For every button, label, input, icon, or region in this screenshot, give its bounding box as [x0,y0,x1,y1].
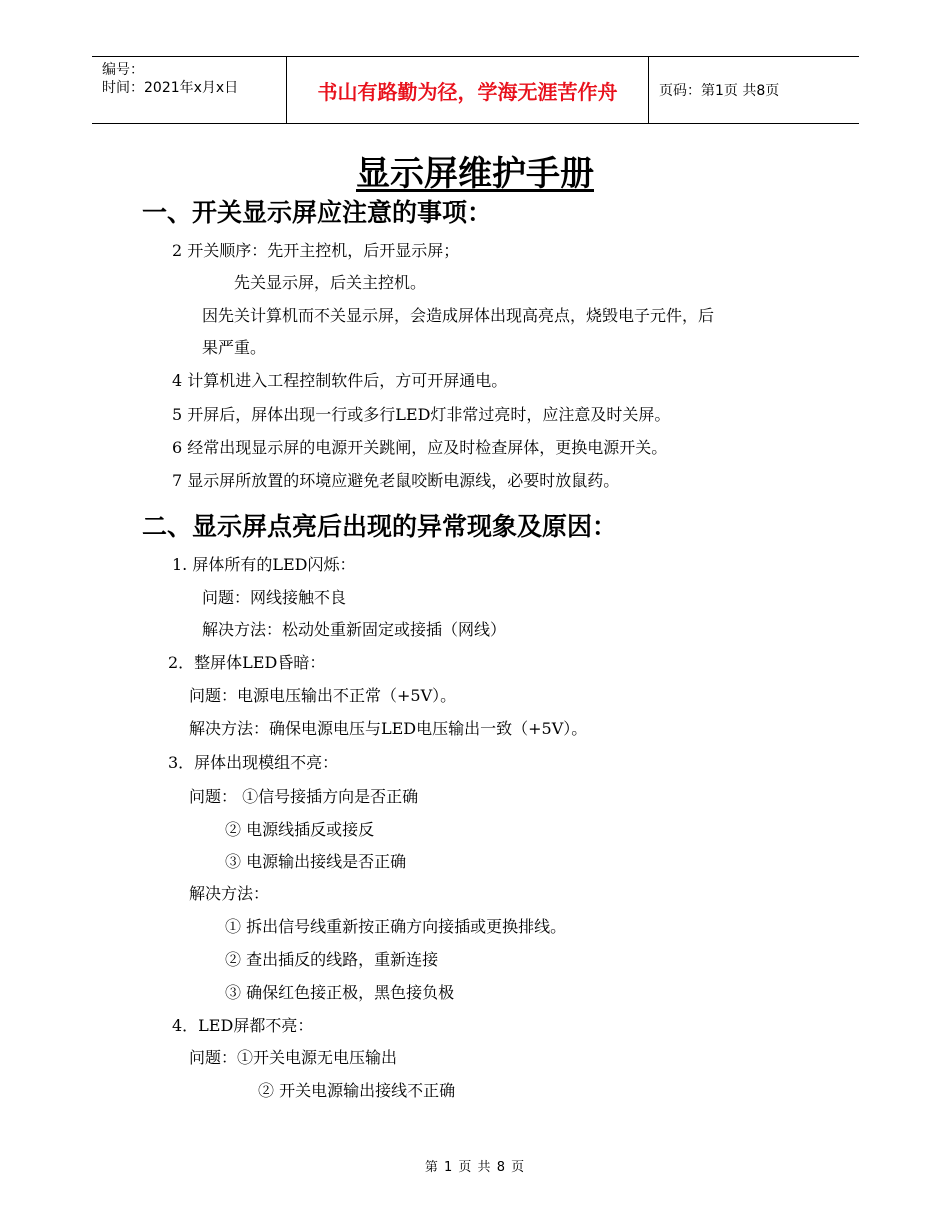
section-2-line-11: 解决方法： [189,884,270,903]
section-2-line-6: 解决方法：确保电源电压与LED电压输出一致（+5V）。 [189,719,588,738]
section-2-line-9: ② 电源线插反或接反 [225,820,375,839]
section-2-line-1: 1. 屏体所有的LED闪烁： [172,555,356,574]
section-heading-1: 一、开关显示屏应注意的事项： [142,198,493,227]
section-heading-2: 二、显示屏点亮后出现的异常现象及原因： [142,512,618,541]
header-motto: 书山有路勤为径，学海无涯苦作舟 [286,57,649,123]
section-1-line-2: 先关显示屏，后关主控机。 [234,273,427,292]
section-1-line-4: 果严重。 [202,338,267,357]
section-1-line-8: 7 显示屏所放置的环境应避免老鼠咬断电源线，必要时放鼠药。 [172,471,620,490]
section-1-line-6: 5 开屏后，屏体出现一行或多行LED灯非常过亮时，应注意及时关屏。 [172,405,671,424]
section-1-line-7: 6 经常出现显示屏的电源开关跳闸，应及时检查屏体，更换电源开关。 [172,438,668,457]
page-footer: 第 1 页 共 8 页 [424,1160,526,1175]
header-meta [92,57,286,123]
section-2-line-8: 问题： ①信号接插方向是否正确 [189,787,419,806]
section-2-line-13: ② 查出插反的线路，重新连接 [225,950,439,969]
section-2-line-16: 问题：①开关电源无电压输出 [189,1048,398,1067]
section-2-line-12: ① 拆出信号线重新按正确方向接插或更换排线。 [225,917,567,936]
header-page-info: 页码：第1页 共8页 [659,83,780,99]
document-title: 显示屏维护手册 [356,154,594,194]
section-2-line-3: 解决方法：松动处重新固定或接插（网线） [202,620,507,639]
section-2-line-14: ③ 确保红色接正极，黑色接负极 [225,983,455,1002]
header-table [92,56,859,124]
section-1-line-1: 2 开关顺序：先开主控机，后开显示屏； [172,241,460,260]
section-2-line-17: ② 开关电源输出接线不正确 [258,1081,456,1100]
section-2-line-4: 2．整屏体LED昏暗： [168,653,326,672]
section-2-line-2: 问题：网线接触不良 [202,588,347,607]
section-2-line-15: 4．LED屏都不亮： [172,1016,314,1035]
document-number-label: 编号： [102,62,144,78]
section-1-line-3: 因先关计算机而不关显示屏，会造成屏体出现高亮点，烧毁电子元件，后 [202,306,715,325]
section-1-line-5: 4 计算机进入工程控制软件后，方可开屏通电。 [172,371,508,390]
section-2-line-7: 3．屏体出现模组不亮： [168,753,339,772]
document-time-label: 时间：2021年x月x日 [102,80,239,96]
section-2-line-10: ③ 电源输出接线是否正确 [225,852,407,871]
section-2-line-5: 问题：电源电压输出不正常（+5V）。 [189,686,457,705]
